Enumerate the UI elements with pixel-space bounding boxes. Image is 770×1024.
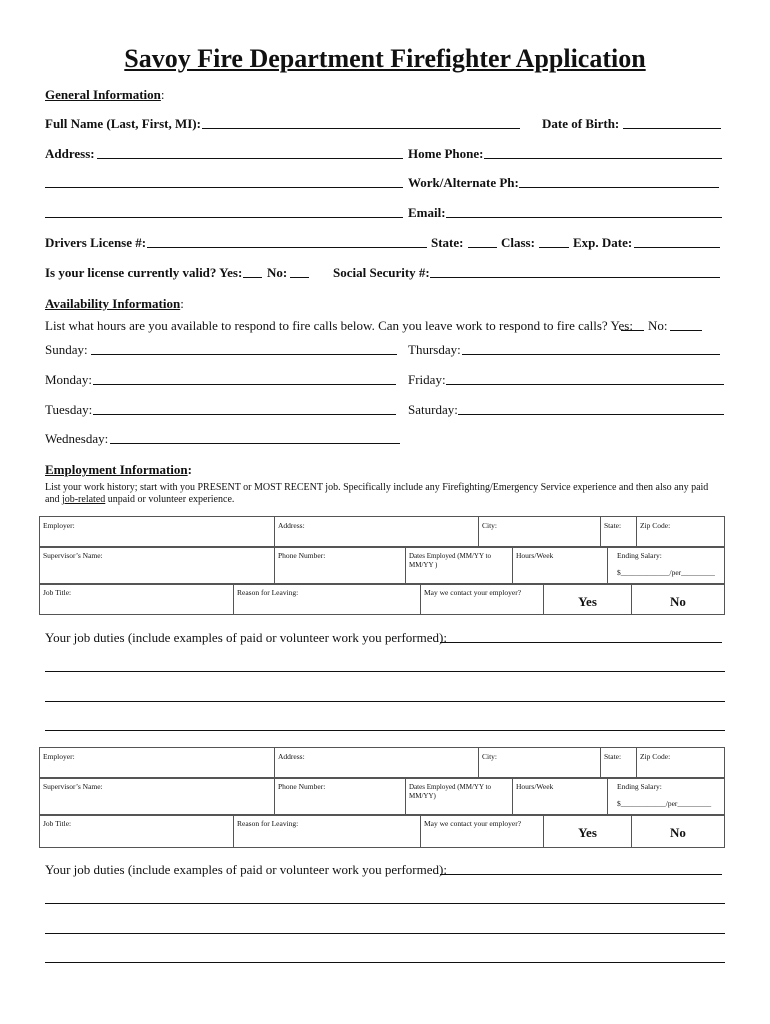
employment-section-heading: Employment Information: bbox=[45, 462, 192, 477]
wednesday-field[interactable] bbox=[110, 443, 400, 444]
wednesday-label: Wednesday: bbox=[45, 431, 109, 446]
exp-date-field[interactable] bbox=[634, 247, 720, 248]
reason-cell[interactable] bbox=[234, 815, 421, 848]
phone-cell[interactable] bbox=[275, 547, 406, 585]
job-table-2-row-3 bbox=[39, 814, 725, 848]
job-table-1-row-1 bbox=[39, 516, 725, 548]
full-name-field[interactable] bbox=[202, 128, 520, 129]
dob-field[interactable] bbox=[623, 128, 721, 129]
address-field[interactable] bbox=[97, 158, 403, 159]
tuesday-label: Tuesday: bbox=[45, 402, 93, 417]
general-heading-text: General Information bbox=[45, 87, 161, 102]
salary-per-field[interactable]: $_____________/per_________ bbox=[617, 568, 715, 577]
salary-cell[interactable] bbox=[608, 547, 725, 585]
contact-label: May we contact your employer? bbox=[424, 588, 522, 597]
city-label: City: bbox=[482, 752, 498, 761]
dates-label: Dates Employed (MM/YY to MM/YY) bbox=[409, 783, 491, 800]
monday-label: Monday: bbox=[45, 372, 92, 387]
job-table-1-row-3 bbox=[39, 583, 725, 615]
leave-work-no-field[interactable] bbox=[670, 330, 702, 331]
ending-salary-label: Ending Salary: bbox=[617, 782, 662, 791]
state-field[interactable] bbox=[468, 247, 497, 248]
license-valid-no-label: No: bbox=[267, 265, 288, 280]
leave-work-no-label: No: bbox=[648, 318, 668, 333]
job-duties-line-1a[interactable] bbox=[45, 671, 725, 672]
reason-label: Reason for Leaving: bbox=[237, 588, 299, 597]
state-label: State: bbox=[604, 521, 622, 530]
class-label: Class: bbox=[501, 235, 535, 250]
work-phone-label: Work/Alternate Ph: bbox=[408, 175, 519, 190]
employment-intro-line-1: List your work history; start with you PRESENT or MOST RECENT job. Specifically include any Firefighting/Emergency Service experience and then also any paid bbox=[45, 482, 709, 493]
availability-question: List what hours are you available to respond to fire calls below. Can you leave work to respond to fire calls? Yes: bbox=[45, 318, 633, 333]
address-cell[interactable] bbox=[275, 517, 479, 548]
general-section-heading: General Information: bbox=[45, 87, 165, 102]
contact-cell bbox=[421, 815, 544, 848]
job-duties-label-1: Your job duties (include examples of paid or volunteer work you performed): bbox=[45, 630, 447, 645]
contact-yes-option[interactable]: Yes bbox=[544, 584, 632, 615]
address-line-3-field[interactable] bbox=[45, 217, 403, 218]
page-title: Savoy Fire Department Firefighter Application bbox=[124, 44, 646, 73]
zip-cell[interactable] bbox=[637, 517, 725, 548]
dob-label: Date of Birth: bbox=[542, 116, 620, 131]
supervisor-label: Supervisor’s Name: bbox=[43, 782, 103, 791]
class-field[interactable] bbox=[539, 247, 569, 248]
email-field[interactable] bbox=[446, 217, 722, 218]
dates-cell[interactable] bbox=[406, 778, 513, 816]
state-label: State: bbox=[604, 752, 622, 761]
dates-cell[interactable] bbox=[406, 547, 513, 585]
job-title-cell[interactable] bbox=[40, 584, 234, 615]
phone-cell[interactable] bbox=[275, 778, 406, 816]
address-label: Address: bbox=[278, 521, 305, 530]
sunday-field[interactable] bbox=[91, 354, 397, 355]
job-table-2-row-2 bbox=[39, 777, 725, 816]
address-cell[interactable] bbox=[275, 748, 479, 779]
address-line-2-field[interactable] bbox=[45, 187, 403, 188]
reason-label: Reason for Leaving: bbox=[237, 819, 299, 828]
employment-heading-text: Employment Information bbox=[45, 462, 188, 477]
home-phone-field[interactable] bbox=[484, 158, 722, 159]
salary-cell[interactable] bbox=[608, 778, 725, 816]
drivers-license-field[interactable] bbox=[147, 247, 427, 248]
job-duties-field-2[interactable] bbox=[440, 874, 722, 875]
job-title-label: Job Title: bbox=[43, 588, 72, 597]
phone-label: Phone Number: bbox=[278, 551, 326, 560]
hours-label: Hours/Week bbox=[516, 551, 554, 560]
saturday-field[interactable] bbox=[458, 414, 724, 415]
employer-label: Employer: bbox=[43, 521, 75, 530]
email-label: Email: bbox=[408, 205, 446, 220]
employer-label: Employer: bbox=[43, 752, 75, 761]
employer-cell[interactable] bbox=[40, 517, 275, 548]
license-valid-yes-field[interactable] bbox=[243, 277, 262, 278]
license-valid-no-field[interactable] bbox=[290, 277, 309, 278]
phone-label: Phone Number: bbox=[278, 782, 326, 791]
contact-label: May we contact your employer? bbox=[424, 819, 522, 828]
license-valid-label: Is your license currently valid? Yes: bbox=[45, 265, 243, 280]
hours-cell[interactable] bbox=[513, 778, 608, 816]
job-duties-label-2: Your job duties (include examples of paid or volunteer work you performed): bbox=[45, 862, 447, 877]
contact-no-option[interactable]: No bbox=[632, 815, 725, 848]
availability-heading-text: Availability Information bbox=[45, 296, 181, 311]
employment-intro-line-2 bbox=[45, 494, 234, 505]
work-phone-field[interactable] bbox=[519, 187, 719, 188]
contact-cell bbox=[421, 584, 544, 615]
state-label: State: bbox=[431, 235, 464, 250]
job-table-2-row-1 bbox=[39, 747, 725, 779]
salary-per-field[interactable]: $____________/per_________ bbox=[617, 799, 712, 808]
intro-and: and bbox=[45, 494, 62, 505]
intro-job-related: job-related bbox=[61, 494, 106, 505]
employer-cell[interactable] bbox=[40, 748, 275, 779]
state-cell[interactable] bbox=[601, 748, 637, 779]
contact-no-option[interactable]: No bbox=[632, 584, 725, 615]
hours-cell[interactable] bbox=[513, 547, 608, 585]
home-phone-label: Home Phone: bbox=[408, 146, 484, 161]
hours-label: Hours/Week bbox=[516, 782, 554, 791]
zip-cell[interactable] bbox=[637, 748, 725, 779]
supervisor-cell[interactable] bbox=[40, 547, 275, 585]
full-name-label: Full Name (Last, First, MI): bbox=[45, 116, 201, 131]
state-cell[interactable] bbox=[601, 517, 637, 548]
supervisor-label: Supervisor’s Name: bbox=[43, 551, 103, 560]
tuesday-field[interactable] bbox=[93, 414, 396, 415]
job-title-cell[interactable] bbox=[40, 815, 234, 848]
job-duties-line-2b[interactable] bbox=[45, 933, 725, 934]
sunday-label: Sunday: bbox=[45, 342, 88, 357]
address-label: Address: bbox=[45, 146, 95, 161]
city-label: City: bbox=[482, 521, 498, 530]
exp-date-label: Exp. Date: bbox=[573, 235, 633, 250]
supervisor-cell[interactable] bbox=[40, 778, 275, 816]
job-duties-line-1b[interactable] bbox=[45, 701, 725, 702]
job-duties-field-1[interactable] bbox=[440, 642, 722, 643]
job-title-label: Job Title: bbox=[43, 819, 72, 828]
monday-field[interactable] bbox=[93, 384, 396, 385]
intro-rest: unpaid or volunteer experience. bbox=[105, 494, 235, 505]
job-duties-line-1c[interactable] bbox=[45, 730, 725, 731]
availability-section-heading: Availability Information: bbox=[45, 296, 184, 311]
saturday-label: Saturday: bbox=[408, 402, 458, 417]
city-cell[interactable] bbox=[479, 748, 601, 779]
ending-salary-label: Ending Salary: bbox=[617, 551, 662, 560]
reason-cell[interactable] bbox=[234, 584, 421, 615]
ssn-field[interactable] bbox=[430, 277, 720, 278]
address-label: Address: bbox=[278, 752, 305, 761]
job-duties-line-2a[interactable] bbox=[45, 903, 725, 904]
ssn-label: Social Security #: bbox=[333, 265, 430, 280]
job-table-1-row-2 bbox=[39, 546, 725, 585]
thursday-field[interactable] bbox=[462, 354, 720, 355]
friday-label: Friday: bbox=[408, 372, 446, 387]
zip-label: Zip Code: bbox=[640, 521, 671, 530]
contact-yes-option[interactable]: Yes bbox=[544, 815, 632, 848]
leave-work-yes-field[interactable] bbox=[621, 330, 644, 331]
job-duties-line-2c[interactable] bbox=[45, 962, 725, 963]
friday-field[interactable] bbox=[446, 384, 724, 385]
thursday-label: Thursday: bbox=[408, 342, 461, 357]
city-cell[interactable] bbox=[479, 517, 601, 548]
drivers-license-label: Drivers License #: bbox=[45, 235, 147, 250]
dates-label: Dates Employed (MM/YY to MM/YY ) bbox=[409, 552, 491, 569]
zip-label: Zip Code: bbox=[640, 752, 671, 761]
